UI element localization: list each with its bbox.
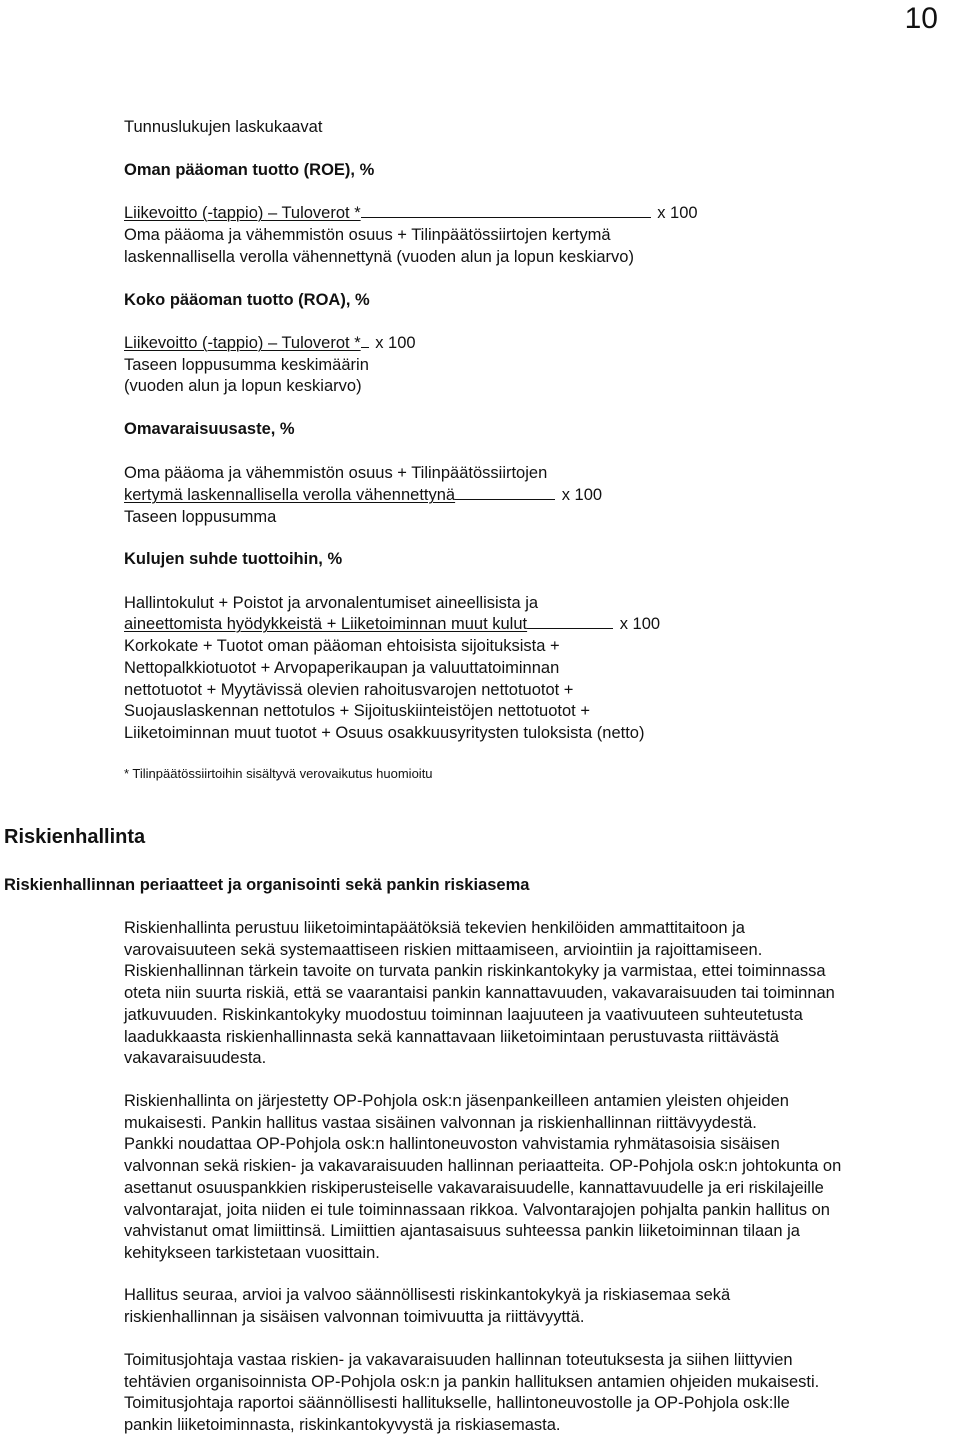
equity-denominator: Taseen loppusumma: [124, 508, 277, 526]
fraction-rule: [527, 627, 613, 629]
risk-paragraph-4: [124, 1350, 944, 1437]
risk-paragraph-1: [124, 918, 944, 1070]
roe-numerator-line: [124, 203, 698, 225]
paragraph-line: Toimitusjohtaja raportoi säännöllisesti hallitukselle, hallintoneuvostolle ja OP-Pohjola osk:lle: [124, 1394, 790, 1413]
paragraph-line: Hallitus seuraa, arvioi ja valvoo säännöllisesti riskinkantokykyä ja riskiasemaa sekä: [124, 1286, 731, 1304]
cost-denominator-3: nettotuotot + Myytävissä olevien rahoitusvarojen nettotuotot +: [124, 681, 574, 699]
paragraph-line: tehtävien organisoinnista OP-Pohjola osk:n ja pankin hallituksen antamien ohjeiden mukaisesti.: [124, 1372, 820, 1391]
cost-denominator-2: Nettopalkkiotuotot + Arvopaperikaupan ja valuuttatoiminnan: [124, 659, 560, 677]
fraction-rule: [361, 216, 651, 218]
paragraph-line: vahvistanut omat limiittinsä. Limiittien ajantasaisuus suhteessa pankin liiketoiminnan tilaan ja: [124, 1222, 800, 1241]
paragraph-line: riskienhallinnan ja sisäisen valvonnan toimivuutta ja riittävyyttä.: [124, 1307, 585, 1326]
cost-denominator-5: Liiketoiminnan muut tuotot + Osuus osakkuusyritysten tuloksista (netto): [124, 724, 645, 742]
footnote: * Tilinpäätössiirtoihin sisältyvä verovaikutus huomioitu: [124, 766, 433, 781]
cost-denominator-4: Suojauslaskennan nettotulos + Sijoituskiinteistöjen nettotuotot +: [124, 702, 590, 720]
risk-paragraph-3: [124, 1285, 944, 1328]
fraction-rule: [455, 498, 555, 500]
cost-numerator-1: Hallintokulut + Poistot ja arvonalentumiset aineellisista ja: [124, 594, 539, 612]
paragraph-line: asettanut osuuspankkien riskiperusteiselle vakavaraisuudelle, kannattavuudelle ja eri riskilajeille: [124, 1178, 824, 1197]
paragraph-line: pankin liiketoiminnasta, riskinkantokyvystä ja riskiasemasta.: [124, 1416, 561, 1435]
cost-income-heading: Kulujen suhde tuottoihin, %: [124, 550, 343, 568]
paragraph-line: mukaisesti. Pankin hallitus vastaa sisäinen valvonnan ja riskienhallinnan riittävyydestä.: [124, 1113, 757, 1132]
paragraph-line: varovaisuuteen sekä systemaattiseen riskien mittaamiseen, arviointiin ja rajoittamiseen.: [124, 940, 763, 959]
paragraph-line: Riskienhallinta on järjestetty OP-Pohjola osk:n jäsenpankeilleen antamien yleisten ohjeiden: [124, 1092, 789, 1110]
cost-numerator-2: aineettomista hyödykkeistä + Liiketoiminnan muut kulut: [124, 615, 528, 633]
paragraph-line: valvonnan sekä riskien- ja vakavaraisuuden hallinnan periaatteita. OP-Pohjola osk:n johtokunta on: [124, 1157, 842, 1176]
roa-multiplier: x 100: [375, 334, 416, 352]
roa-denominator-2: (vuoden alun ja lopun keskiarvo): [124, 377, 362, 395]
paragraph-line: oteta niin suurta riskiä, että se vaarantaisi pankin kannattavuuden, vakavaraisuuden tai toiminnan: [124, 984, 835, 1003]
equity-numerator-line: [124, 485, 602, 507]
paragraph-line: Riskienhallinta perustuu liiketoimintapäätöksiä tekevien henkilöiden ammattitaitoon ja: [124, 919, 745, 937]
equity-multiplier: x 100: [561, 486, 603, 504]
paragraph-line: Riskienhallinnan tärkein tavoite on turvata pankin riskinkantokyky ja varmistaa, ettei toiminnassa: [124, 962, 826, 981]
roe-numerator: Liikevoitto (-tappio) – Tuloverot *: [124, 204, 361, 222]
paragraph-line: valvontarajat, joita niiden ei tule toiminnassaan rikkoa. Valvontarajojen pohjalta pankin hallitus on: [124, 1200, 830, 1219]
paragraph-line: kehitykseen tarkistetaan vuosittain.: [124, 1243, 380, 1262]
page-number: 10: [904, 2, 938, 35]
roa-numerator-line: [124, 333, 416, 355]
roe-denominator-1: Oma pääoma ja vähemmistön osuus + Tilinpäätössiirtojen kertymä: [124, 226, 611, 244]
paragraph-line: vakavaraisuudesta.: [124, 1049, 267, 1068]
cost-denominator-1: Korkokate + Tuotot oman pääoman ehtoisista sijoituksista +: [124, 637, 560, 655]
section-subtitle: Riskienhallinnan periaatteet ja organisointi sekä pankin riskiasema: [4, 876, 530, 894]
roa-denominator-1: Taseen loppusumma keskimäärin: [124, 356, 369, 374]
paragraph-line: laadukkaasta riskienhallinnasta sekä kannattavaan liiketoimintaan perustuvasta riittävästä: [124, 1027, 779, 1046]
equity-numerator-1: Oma pääoma ja vähemmistön osuus + Tilinpäätössiirtojen: [124, 464, 548, 482]
paragraph-line: Toimitusjohtaja vastaa riskien- ja vakavaraisuuden hallinnan toteutuksesta ja siihen liittyvien: [124, 1351, 793, 1369]
paragraph-line: jatkuvuuden. Riskinkantokyky muodostuu toiminnan laajuuteen ja vaativuuteen suhteutetusta: [124, 1005, 803, 1024]
cost-multiplier: x 100: [619, 615, 661, 633]
roe-denominator-2: laskennallisella verolla vähennettynä (vuoden alun ja lopun keskiarvo): [124, 248, 634, 266]
risk-paragraph-2: [124, 1091, 944, 1265]
roa-heading: Koko pääoman tuotto (ROA), %: [124, 291, 370, 309]
paragraph-line: Pankki noudattaa OP-Pohjola osk:n hallintoneuvoston vahvistamia ryhmätasoisia sisäisen: [124, 1135, 780, 1154]
roa-numerator: Liikevoitto (-tappio) – Tuloverot *: [124, 334, 361, 352]
equity-numerator-2: kertymä laskennallisella verolla vähennettynä: [124, 486, 456, 504]
roe-multiplier: x 100: [657, 204, 698, 222]
page-title: Tunnuslukujen laskukaavat: [124, 118, 323, 136]
cost-numerator-line: [124, 614, 660, 636]
equity-ratio-heading: Omavaraisuusaste, %: [124, 420, 295, 438]
section-title: Riskienhallinta: [4, 826, 146, 848]
fraction-rule: [361, 346, 369, 348]
roe-heading: Oman pääoman tuotto (ROE), %: [124, 161, 375, 179]
